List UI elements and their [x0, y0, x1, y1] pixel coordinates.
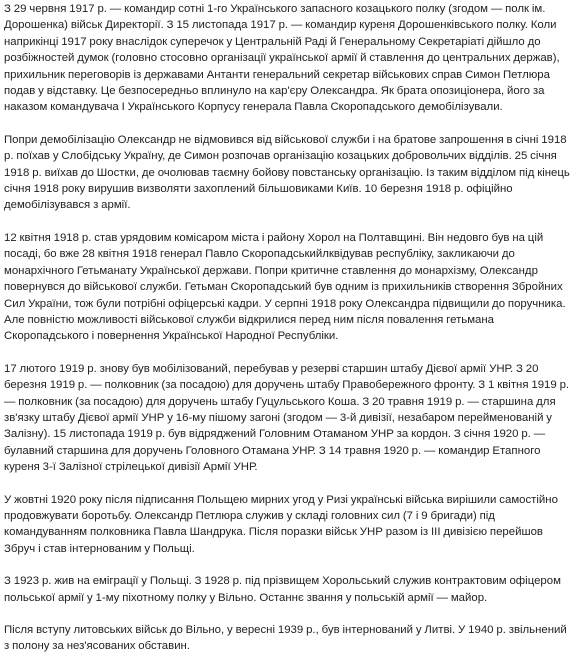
paragraph-lithuania-1939: Після вступу литовських військ до Вільно, у вересні 1939 р., був інтернований у Литві. У 1940 р. звільнений з полону за нез'ясованих обставин. [4, 624, 567, 653]
biography-article [4, 1, 570, 655]
paragraph-1919-1920-unr-army: 17 лютого 1919 р. знову був мобілізований, перебував у резерві старшин штабу Дієвої армії УНР. З 20 березня 1919 р. — полковник (за посадою) для доручень штабу Правобережного фронту. З 1 квітня 1919 р. — полковник (за посадою) для доручень штабу Гуцульського Коша. З 20 травня 1919 р. — старшина для зв'язку штабу Дієвої армії УНР у 16-му пішому загоні (згодом — 3-й дивізії, незабаром перейменованій у Залізну). 15 листопада 1919 р. був відряджений Головним Отаманом УНР за кордон. З січня 1920 р. — булавний старшина для доручень Головного Отамана УНР. З 14 травня 1920 р. — командир Етапного куреня 3-ї Залізної стрілецької дивізії Армії УНР. [4, 362, 570, 474]
paragraph-1920-internment: У жовтні 1920 року після підписання Польщею мирних угод у Ризі українські війська вирішили самостійно продовжувати боротьбу. Олександр Петлюра служив у складі головних сил (7 і 9 бригади) під командуванням полковника Павла Шандрука. Після поразки військ УНР разом із ІІІ дивізією перейшов Збруч і став інтернованим у Польщі. [4, 493, 558, 555]
paragraph-1918-demobilization: Попри демобілізацію Олександр не відмовився від військової служби і на братове запрошення в січні 1918 р. поїхав у Слобідську Україну, де Симон розпочав організацію козацьких добровольчих відділів. 25 січня 1918 р. виїхав до Шостки, де очолював таємну бойову повстанську організацію. Із таким відділом під кінець січня 1918 року вирушив визволяти захоплений більшовиками Київ. 10 березня 1918 р. офіційно демобілізувався з армії. [4, 133, 570, 212]
paragraph-1918-khorol-commissar: 12 квітня 1918 р. став урядовим комісаром міста і району Хорол на Полтавщині. Він недовго був на цій посаді, бо вже 28 квітня 1918 генерал Павло Скоропадськийлквідував республіку, закликаючи до монархічного Гетьманату Української держави. Попри критичне ставлення до монархізму, Олександр повернувся до військової служби. Гетьман Скоропадський був одним із прихильників створення Збройних Сил України, тож були потрібні офіцерські кадри. У серпні 1918 року Олександра підвищили до поручника. Але повністю можливості військової служби відкрилися перед ним після повалення гетьмана Скоропадського і повернення Української Народної Республіки. [4, 231, 566, 343]
paragraph-1917-service: З 29 червня 1917 р. — командир сотні 1-го Українського запасного козацького полку (згодом — полк ім. Дорошенка) військ Директорії. З 15 листопада 1917 р. — командир куреня Дорошенківського полку. Коли наприкінці 1917 року внаслідок суперечок у Центральній Раді й Генеральному Секретаріаті дійшло до розбіжностей думок (головно стосовно організації української армії й ставлення до центральних держав), прихильник переговорів із державами Антанти генеральний секретар військових справ Симон Петлюра подав у відставку. Це безпосередньо вплинуло на кар'єру Олександра. Як брата опозиціонера, його за наказом командувача І Українського Корпусу генерала Павла Скоропадського демобілізували. [4, 3, 560, 114]
paragraph-emigration-poland: З 1923 р. жив на еміграції у Польщі. З 1928 р. під прізвищем Хорольський служив контрактовим офіцером польської армії у 1-му піхотному полку у Вільно. Останнє звання у польській армії — майор. [4, 575, 561, 604]
